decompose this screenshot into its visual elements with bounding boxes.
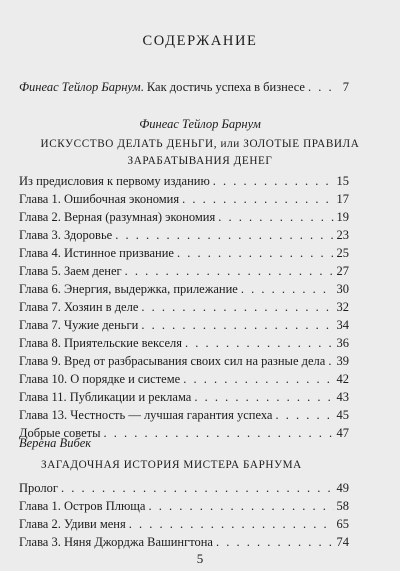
leader-dots bbox=[177, 246, 334, 261]
section2-author: Верена Вибек bbox=[19, 436, 92, 450]
section1-title-line1: ИСКУССТВО ДЕЛАТЬ ДЕНЬГИ, или ЗОЛОТЫЕ ПРАВИЛА bbox=[40, 138, 360, 150]
toc-entry-page: 42 bbox=[336, 372, 349, 386]
toc-entry bbox=[19, 354, 349, 372]
toc-entry-page: 30 bbox=[336, 282, 349, 296]
leader-dots bbox=[213, 174, 334, 189]
toc-entry-page: 15 bbox=[336, 174, 349, 188]
toc-entry-page: 74 bbox=[336, 535, 349, 549]
lead-page: 7 bbox=[342, 80, 349, 94]
toc-entry-page: 23 bbox=[336, 228, 349, 242]
toc-entry bbox=[19, 390, 349, 408]
leader-dots bbox=[61, 481, 334, 496]
toc-entry-page: 17 bbox=[336, 192, 349, 206]
toc-entry-page: 49 bbox=[336, 481, 349, 495]
toc-entry bbox=[19, 517, 349, 535]
toc-entry-page: 45 bbox=[336, 408, 349, 422]
toc-entry bbox=[19, 282, 349, 300]
toc-entry bbox=[19, 318, 349, 336]
leader-dots bbox=[216, 535, 334, 550]
toc-entry-label: Глава 10. О порядке и системе bbox=[19, 372, 181, 386]
leader-dots bbox=[185, 336, 333, 351]
toc-entry-page: 39 bbox=[336, 354, 349, 368]
toc-entry-label: Глава 3. Здоровье bbox=[19, 228, 113, 242]
toc-entry-page: 19 bbox=[336, 210, 349, 224]
lead-title: . Как достичь успеха в бизнесе bbox=[140, 80, 305, 94]
toc-entry bbox=[19, 408, 349, 426]
section2-toc-list bbox=[19, 481, 349, 553]
leader-dots bbox=[183, 372, 333, 387]
leader-dots bbox=[141, 300, 333, 315]
toc-entry bbox=[19, 300, 349, 318]
toc-entry-label: Глава 2. Удиви меня bbox=[19, 517, 126, 531]
section1-title-line2: ЗАРАБАТЫВАНИЯ ДЕНЕГ bbox=[127, 155, 273, 167]
section1-author: Финеас Тейлор Барнум bbox=[139, 117, 261, 131]
toc-entry-label: Глава 9. Вред от разбрасывания своих сил на разные дела bbox=[19, 354, 326, 368]
toc-entry-label: Глава 1. Ошибочная экономия bbox=[19, 192, 180, 206]
toc-entry-label: Глава 3. Няня Джорджа Вашингтона bbox=[19, 535, 213, 549]
leader-dots bbox=[182, 192, 333, 207]
toc-entry-label: Глава 6. Энергия, выдержка, прилежание bbox=[19, 282, 238, 296]
toc-entry-label: Из предисловия к первому изданию bbox=[19, 174, 210, 188]
toc-entry bbox=[19, 228, 349, 246]
toc-entry-intro bbox=[19, 80, 349, 95]
toc-entry bbox=[19, 481, 349, 499]
leader-dots bbox=[308, 80, 336, 95]
section1-toc-list bbox=[19, 174, 349, 444]
toc-entry bbox=[19, 174, 349, 192]
toc-entry-page: 32 bbox=[336, 300, 349, 314]
toc-entry-label: Глава 2. Верная (разумная) экономия bbox=[19, 210, 216, 224]
toc-entry bbox=[19, 246, 349, 264]
toc-entry-label: Глава 1. Остров Плюща bbox=[19, 499, 146, 513]
toc-entry-label: Глава 5. Заем денег bbox=[19, 264, 122, 278]
toc-entry-page: 25 bbox=[336, 246, 349, 260]
toc-entry-label: Пролог bbox=[19, 481, 58, 495]
toc-entry bbox=[19, 264, 349, 282]
toc-entry bbox=[19, 372, 349, 390]
toc-entry-label: Глава 13. Честность — лучшая гарантия успеха bbox=[19, 408, 273, 422]
leader-dots bbox=[104, 426, 334, 441]
toc-entry-label: Глава 11. Публикации и реклама bbox=[19, 390, 192, 404]
toc-entry-page: 36 bbox=[336, 336, 349, 350]
leader-dots bbox=[275, 408, 333, 423]
toc-entry-page: 27 bbox=[336, 264, 349, 278]
toc-entry-label: Глава 7. Хозяин в деле bbox=[19, 300, 139, 314]
toc-entry bbox=[19, 192, 349, 210]
toc-entry-label: Глава 8. Приятельские векселя bbox=[19, 336, 183, 350]
leader-dots bbox=[194, 390, 333, 405]
toc-entry-label: Глава 7. Чужие деньги bbox=[19, 318, 139, 332]
page-number: 5 bbox=[196, 551, 204, 566]
leader-dots bbox=[218, 210, 333, 225]
lead-author: Финеас Тейлор Барнум bbox=[19, 80, 141, 94]
toc-entry-page: 43 bbox=[336, 390, 349, 404]
leader-dots bbox=[115, 228, 333, 243]
leader-dots bbox=[125, 264, 334, 279]
toc-entry bbox=[19, 336, 349, 354]
page-heading: СОДЕРЖАНИЕ bbox=[142, 33, 258, 49]
toc-entry-label: Добрые советы bbox=[19, 426, 101, 440]
toc-entry bbox=[19, 499, 349, 517]
leader-dots bbox=[328, 354, 333, 369]
leader-dots bbox=[141, 318, 333, 333]
leader-dots bbox=[241, 282, 334, 297]
toc-entry-page: 58 bbox=[336, 499, 349, 513]
leader-dots bbox=[148, 499, 333, 514]
section2-title: ЗАГАДОЧНАЯ ИСТОРИЯ МИСТЕРА БАРНУМА bbox=[41, 459, 302, 471]
toc-entry-page: 47 bbox=[336, 426, 349, 440]
toc-entry-page: 34 bbox=[336, 318, 349, 332]
leader-dots bbox=[129, 517, 334, 532]
toc-entry-label: Глава 4. Истинное призвание bbox=[19, 246, 174, 260]
toc-entry bbox=[19, 210, 349, 228]
toc-entry-page: 65 bbox=[336, 517, 349, 531]
